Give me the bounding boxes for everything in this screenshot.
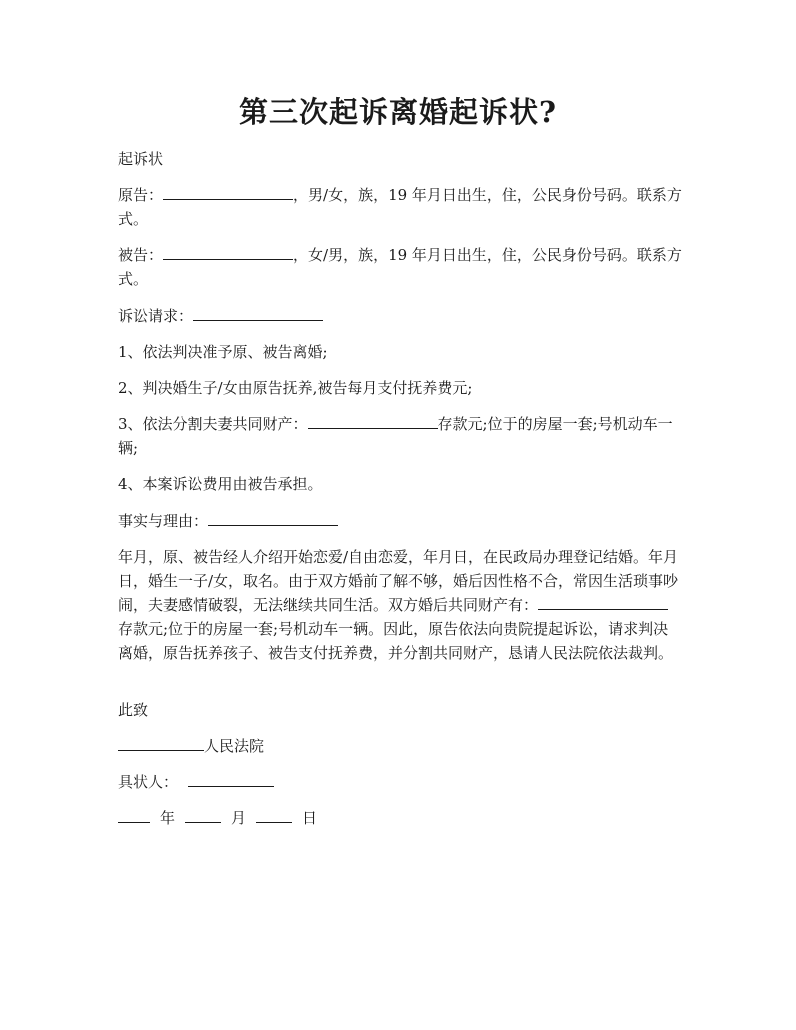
defendant-text: ，女/男，族，19 年月日出生，住，公民身份号码。联系方式。 [118, 246, 682, 288]
plaintiff-label: 原告： [118, 186, 164, 204]
closing-text: 此致 [118, 701, 149, 719]
claim-item-2: 2、判决婚生子/女由原告抚养,被告每月支付抚养费元; [118, 379, 473, 397]
claim-item-3-prefix: 3、依法分割夫妻共同财产： [118, 415, 308, 433]
claim-item-3-blank[interactable] [308, 413, 438, 429]
date-day-blank[interactable] [256, 807, 292, 823]
date-line [118, 806, 683, 830]
date-month-blank[interactable] [185, 807, 221, 823]
claim-item-3 [118, 412, 683, 460]
court-name-blank[interactable] [118, 735, 204, 751]
document-heading: 起诉状 [118, 150, 164, 168]
facts-text-part1: 年月，原、被告经人介绍开始恋爱/自由恋爱，年月日，在民政局办理登记结婚。年月日，婚生一子/女，取名。由于双方婚前了解不够，婚后因性格不合，常因生活琐事吵闹，夫妻感情破裂，无法继续共同生活。双方婚后共同财产有： [118, 548, 679, 614]
signer-blank[interactable] [188, 771, 274, 787]
facts-property-blank[interactable] [538, 594, 668, 610]
date-day-label: 日 [302, 809, 318, 827]
claims-label-paragraph [118, 304, 683, 328]
claim-item-1: 1、依法判决准予原、被告离婚; [118, 343, 328, 361]
claims-label: 诉讼请求： [118, 307, 194, 325]
facts-blank[interactable] [208, 510, 338, 526]
defendant-name-blank[interactable] [163, 244, 293, 260]
claim-item-3-suffix: 存款元;位于的房屋一套;号机动车一辆; [118, 415, 673, 457]
date-month-label: 月 [231, 809, 247, 827]
defendant-label: 被告： [118, 246, 164, 264]
court-label: 人民法院 [204, 737, 265, 755]
facts-label-paragraph [118, 509, 683, 533]
plaintiff-name-blank[interactable] [163, 184, 293, 200]
signer-label: 具状人： [118, 773, 179, 791]
plaintiff-paragraph [118, 183, 683, 231]
signer-line [118, 770, 683, 794]
date-year-label: 年 [160, 809, 176, 827]
defendant-paragraph [118, 243, 683, 291]
plaintiff-text: ，男/女，族，19 年月日出生，住，公民身份号码。联系方式。 [118, 186, 682, 228]
facts-paragraph [118, 545, 683, 665]
claims-blank[interactable] [193, 305, 323, 321]
document-title: 第三次起诉离婚起诉状? [239, 95, 557, 129]
facts-label: 事实与理由： [118, 512, 209, 530]
date-year-blank[interactable] [118, 807, 150, 823]
claim-item-4: 4、本案诉讼费用由被告承担。 [118, 475, 323, 493]
facts-text-part2: 存款元;位于的房屋一套;号机动车一辆。因此，原告依法向贵院提起诉讼，请求判决离婚，原告抚养孩子、被告支付抚养费，并分割共同财产，恳请人民法院依法裁判。 [118, 620, 674, 662]
court-line [118, 734, 683, 758]
